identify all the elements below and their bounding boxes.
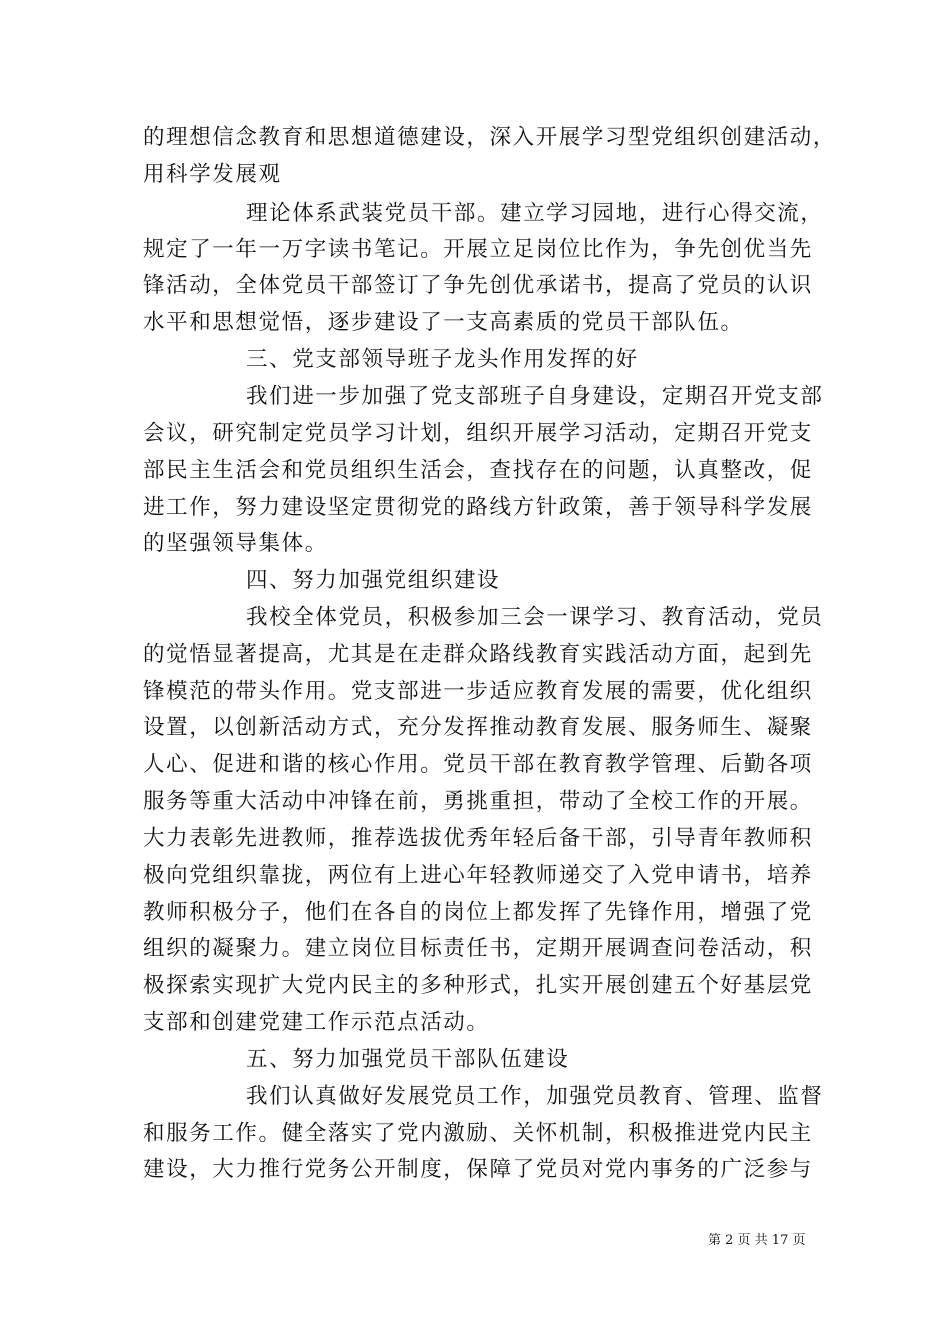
body-line: 组织的凝聚力。建立岗位目标责任书，定期开展调查问卷活动，积 <box>143 936 813 961</box>
body-line: 大力表彰先进教师，推荐选拔优秀年轻后备干部，引导青年教师积 <box>143 826 813 851</box>
body-line: 用科学发展观 <box>143 162 282 187</box>
body-line: 锋活动，全体党员干部签订了争先创优承诺书，提高了党员的认识 <box>143 273 813 298</box>
body-line: 的坚强领导集体。 <box>143 531 328 556</box>
body-line: 的觉悟显著提高，尤其是在走群众路线教育实践活动方面，起到先 <box>143 642 813 667</box>
section-heading: 五、努力加强党员干部队伍建设 <box>246 1047 570 1072</box>
body-line: 我们进一步加强了党支部班子自身建设，定期召开党支部 <box>246 384 824 409</box>
body-line: 服务等重大活动中冲锋在前，勇挑重担，带动了全校工作的开展。 <box>143 789 813 814</box>
body-line: 我校全体党员，积极参加三会一课学习、教育活动，党员 <box>246 605 824 630</box>
body-line: 进工作，努力建设坚定贯彻党的路线方针政策，善于领导科学发展 <box>143 495 813 520</box>
body-line: 会议，研究制定党员学习计划，组织开展学习活动，定期召开党支 <box>143 421 813 446</box>
body-line: 锋模范的带头作用。党支部进一步适应教育发展的需要，优化组织 <box>143 679 813 704</box>
body-line: 极探索实现扩大党内民主的多种形式，扎实开展创建五个好基层党 <box>143 973 813 998</box>
body-line: 部民主生活会和党员组织生活会，查找存在的问题，认真整改，促 <box>143 458 813 483</box>
body-line: 支部和创建党建工作示范点活动。 <box>143 1010 490 1035</box>
section-heading: 三、党支部领导班子龙头作用发挥的好 <box>246 347 639 372</box>
page-number: 第 2 页 共 17 页 <box>708 1233 806 1248</box>
body-line: 教师积极分子，他们在各自的岗位上都发挥了先锋作用，增强了党 <box>143 900 813 925</box>
body-line: 建设，大力推行党务公开制度，保障了党员对党内事务的广泛参与 <box>143 1157 813 1182</box>
body-line: 规定了一年一万字读书笔记。开展立足岗位比作为，争先创优当先 <box>143 237 813 262</box>
body-line: 我们认真做好发展党员工作，加强党员教育、管理、监督 <box>246 1084 824 1109</box>
body-line: 理论体系武装党员干部。建立学习园地，进行心得交流， <box>246 201 824 226</box>
body-line: 极向党组织靠拢，两位有上进心年轻教师递交了入党申请书，培养 <box>143 863 813 888</box>
body-line: 人心、促进和谐的核心作用。党员干部在教育教学管理、后勤各项 <box>143 752 813 777</box>
body-line: 和服务工作。健全落实了党内激励、关怀机制，积极推进党内民主 <box>143 1121 813 1146</box>
section-heading: 四、努力加强党组织建设 <box>246 568 501 593</box>
body-line: 设置，以创新活动方式，充分发挥推动教育发展、服务师生、凝聚 <box>143 715 813 740</box>
body-line: 水平和思想觉悟，逐步建设了一支高素质的党员干部队伍。 <box>143 310 744 335</box>
body-line: 的理想信念教育和思想道德建设，深入开展学习型党组织创建活动， <box>143 125 837 150</box>
